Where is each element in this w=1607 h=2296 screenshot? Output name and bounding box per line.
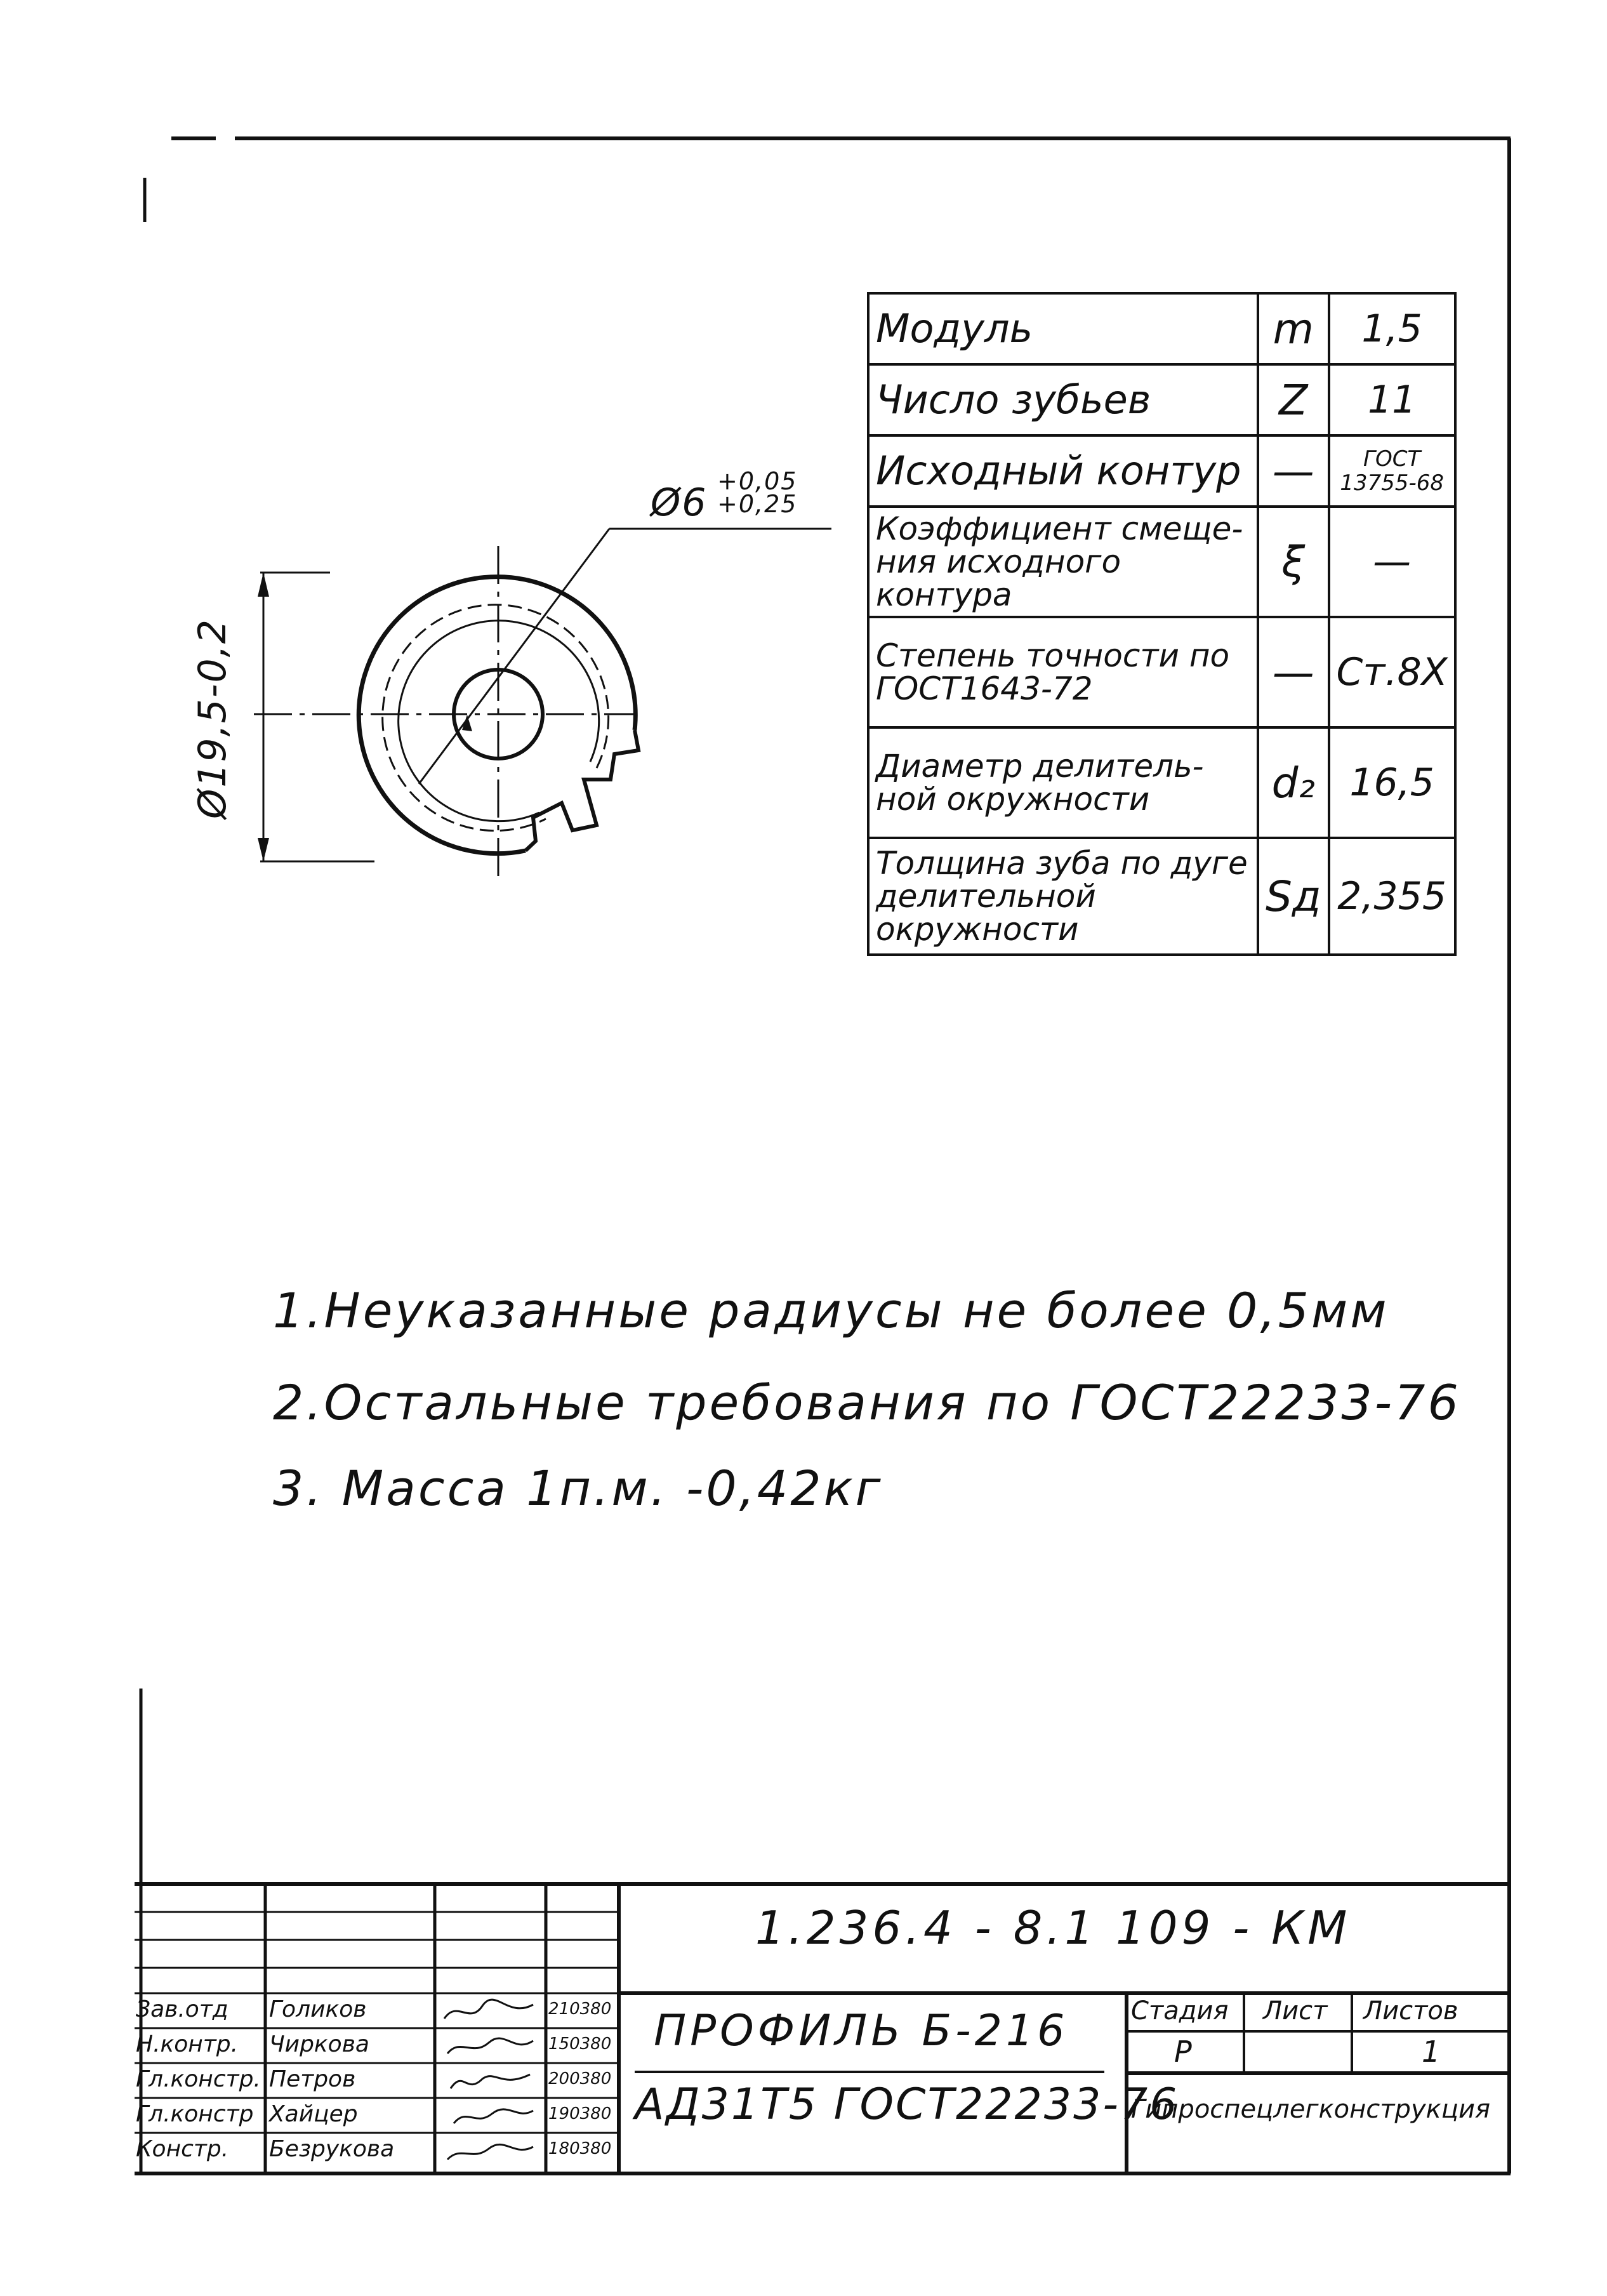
param-name: Степень точности по ГОСТ1643-72 (868, 617, 1258, 727)
param-symbol: d₂ (1258, 727, 1329, 838)
param-value: — (1329, 507, 1455, 617)
note-1: 1.Неуказанные радиусы не более 0,5мм (273, 1282, 1389, 1339)
sheets-value: 1 (1422, 2034, 1441, 2069)
signature-name: Безрукова (269, 2136, 395, 2162)
param-symbol: — (1258, 435, 1329, 507)
handwritten-signatures (438, 1993, 543, 2173)
outer-dimension-label: Ø19,5-0,2 (190, 618, 235, 819)
param-name: Диаметр делитель-ной окружности (868, 727, 1258, 838)
param-value: ГОСТ 13755-68 (1329, 435, 1455, 507)
param-value: Ст.8Х (1329, 617, 1455, 727)
organization-name: Гипроспецлегконструкция (1131, 2095, 1491, 2124)
param-value: 16,5 (1329, 727, 1455, 838)
signature-name: Голиков (269, 1996, 367, 2022)
sheet-header: Лист (1263, 1996, 1328, 2026)
signature-name: Хайцер (269, 2101, 358, 2127)
param-name: Толщина зуба по дуге делительной окружности (868, 838, 1258, 955)
document-code: 1.236.4 - 8.1 109 - КМ (755, 1901, 1351, 1954)
param-symbol: Sд (1258, 838, 1329, 955)
note-2: 2.Остальные требования по ГОСТ22233-76 (273, 1374, 1461, 1431)
hole-tolerance-lower: +0,25 (717, 490, 798, 518)
param-symbol: m (1258, 293, 1329, 364)
title-line-1: ПРОФИЛЬ Б-216 (654, 2006, 1069, 2056)
param-symbol: — (1258, 617, 1329, 727)
param-symbol: ξ (1258, 507, 1329, 617)
signature-date: 190380 (548, 2104, 612, 2123)
signature-role: Н.контр. (136, 2031, 239, 2057)
signature-role: Гл.констр. (136, 2066, 261, 2092)
sheets-header: Листов (1363, 1996, 1458, 2026)
param-name: Коэффициент смеще-ния исходного контура (868, 507, 1258, 617)
signature-role: Зав.отд (136, 1996, 228, 2022)
param-symbol: Z (1258, 364, 1329, 435)
stage-header: Стадия (1131, 1996, 1229, 2026)
param-value: 2,355 (1329, 838, 1455, 955)
signature-name: Петров (269, 2066, 356, 2092)
param-value: 11 (1329, 364, 1455, 435)
title-line-2: АД31Т5 ГОСТ22233-76 (635, 2080, 1179, 2130)
signature-role: Гл.констр (136, 2101, 254, 2127)
param-name: Число зубьев (868, 364, 1258, 435)
signature-date: 210380 (548, 2000, 612, 2019)
signature-name: Чиркова (269, 2031, 369, 2057)
param-name: Модуль (868, 293, 1258, 364)
signature-date: 200380 (548, 2069, 612, 2088)
signature-date: 180380 (548, 2139, 612, 2158)
hole-diameter-text: Ø6 (651, 481, 708, 525)
stage-value: Р (1174, 2034, 1192, 2069)
title-underline (635, 2071, 1104, 2073)
signature-role: Констр. (136, 2136, 229, 2162)
signature-date: 150380 (548, 2034, 612, 2054)
note-3: 3. Масса 1п.м. -0,42кг (273, 1460, 883, 1516)
param-value: 1,5 (1329, 293, 1455, 364)
hole-tolerance-upper: +0,05 (717, 467, 798, 495)
param-name: Исходный контур (868, 435, 1258, 507)
